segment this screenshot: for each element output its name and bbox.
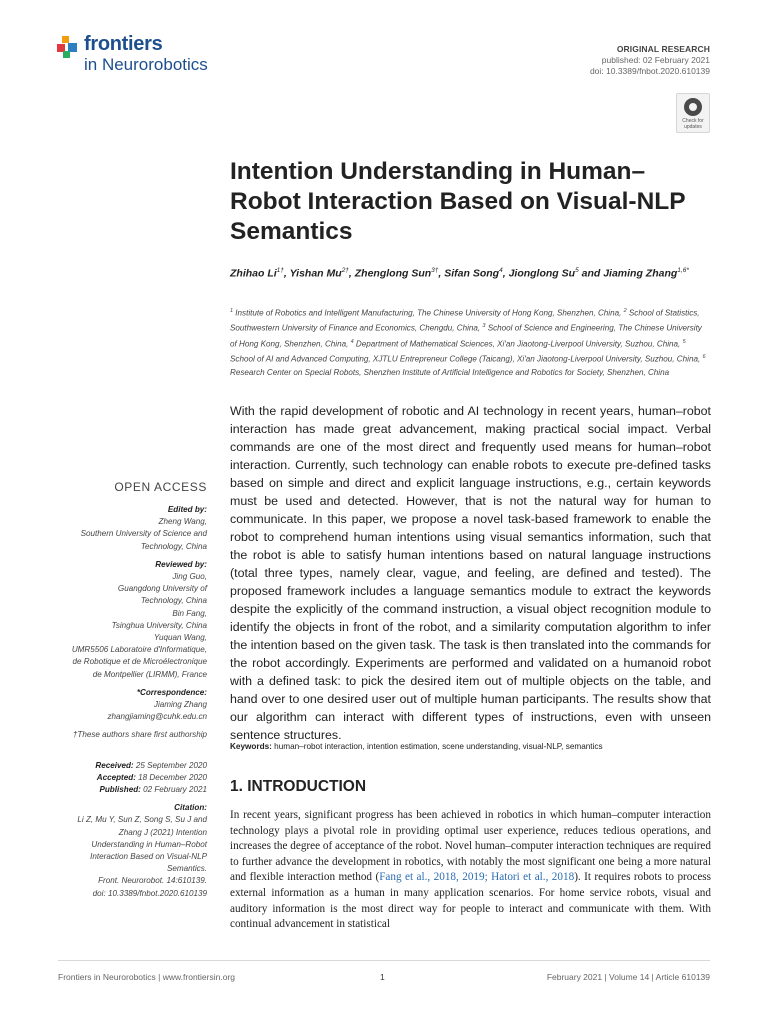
- published-date: published: 02 February 2021: [601, 55, 710, 65]
- author-affiliation-marker: 4: [499, 267, 503, 274]
- footer-divider: [58, 960, 710, 961]
- author-name[interactable]: Jiaming Zhang: [603, 267, 678, 280]
- keywords: [230, 741, 711, 752]
- author-name[interactable]: Yishan Mu: [289, 267, 342, 280]
- open-access-label: OPEN ACCESS: [114, 480, 207, 494]
- affiliation-text: Department of Mathematical Sciences, Xi'an Jiaotong-Liverpool University, Suzhou, China,: [353, 339, 683, 349]
- brand-name: frontiers: [84, 33, 163, 55]
- editor-info: Zheng Wang, Southern University of Science and Technology, China: [80, 517, 207, 551]
- keywords-label: Keywords:: [230, 742, 275, 751]
- affiliation-text: School of Science and Engineering, The Chinese University of Hong Kong, Shenzhen, China,: [230, 324, 702, 349]
- published-date-sidebar: Published: 02 February 2021: [99, 785, 207, 795]
- journal-name: in Neurorobotics: [84, 55, 208, 74]
- affiliation-text: Institute of Robotics and Intelligent Manufacturing, The Chinese University of Hong Kong, Shenzhen, China,: [233, 308, 624, 318]
- author-affiliation-marker: 1†: [276, 267, 284, 274]
- affiliation-marker: 6: [702, 354, 706, 361]
- article-sidebar: [55, 480, 207, 900]
- received-date: Received: 25 September 2020: [95, 760, 207, 770]
- author-affiliation-marker: 1,6*: [677, 267, 689, 274]
- footer-journal-link[interactable]: Frontiers in Neurorobotics | www.frontiersin.org: [58, 972, 235, 982]
- equal-contribution-note: †These authors share first authorship: [72, 730, 207, 740]
- affiliation-marker: 3: [482, 323, 486, 330]
- affiliation-marker: 1: [230, 308, 234, 314]
- author-name[interactable]: Zhihao Li: [230, 267, 277, 280]
- page-number: 1: [380, 972, 385, 982]
- check-for-updates-badge[interactable]: [676, 93, 710, 133]
- section-heading-introduction: 1. INTRODUCTION: [230, 778, 367, 795]
- edited-by-label: Edited by:: [167, 505, 207, 514]
- footer-volume-info: February 2021 | Volume 14 | Article 610139: [546, 972, 710, 982]
- affiliation-text: School of AI and Advanced Computing, XJTLU Entrepreneur College (Taicang), Xi'an Jiaotong-Liverpool University, Suzhou, China,: [230, 355, 703, 365]
- article-title: Intention Understanding in Human–Robot Interaction Based on Visual-NLP Semantics: [230, 158, 686, 245]
- correspondence-label: *Correspondence:: [136, 687, 207, 697]
- doi-link[interactable]: doi: 10.3389/fnbot.2020.610139: [589, 66, 710, 76]
- keywords-text: human–robot interaction, intention estimation, scene understanding, visual-NLP, semantics: [274, 742, 603, 751]
- affiliations: [230, 305, 710, 380]
- correspondence-email[interactable]: zhangjiaming@cuhk.edu.cn: [107, 712, 207, 722]
- author-name[interactable]: Sifan Song: [444, 267, 500, 280]
- affiliation-marker: 5: [682, 338, 686, 345]
- article-type: ORIGINAL RESEARCH: [616, 44, 710, 54]
- reviewers-info: Jing Guo, Guangdong University of Technology, China Bin Fang, Tsinghua University, China Yuquan Wang, UMR5506 Laboratoire d'Informatique, de Robotique et de Microélectronique de Montpellier (LIRMM), France: [71, 572, 207, 679]
- author-list: Zhihao $Li^{1\dagger}$, Yishan $Mu^{2\dagger}$, Zhenglong Sun$^{3\dagger}$, Sifan Song$^4$, Jionglong Su$^5$ and Jiaming Zhang$^{1,6*}$: [230, 267, 689, 280]
- citation-link[interactable]: Fang et al., 2018, 2019; Hatori et al., 2018: [379, 871, 575, 884]
- author-affiliation-marker: 2†: [341, 267, 349, 274]
- journal-logo[interactable]: [56, 33, 236, 79]
- citation-info: Li Z, Mu Y, Sun Z, Song S, Su J and Zhang J (2021) Intention Understanding in Human–Robot Interaction Based on Visual-NLP Semantics. Front. Neurorobot. 14:610139. doi: 10.3389/fnbot.2020.610139: [77, 815, 207, 898]
- author-name[interactable]: Jionglong Su: [508, 267, 576, 280]
- article-meta: [590, 44, 710, 77]
- author-affiliation-marker: 3†: [431, 267, 439, 274]
- author-name[interactable]: Zhenglong Sun: [354, 267, 432, 280]
- citation-label: Citation:: [174, 803, 207, 813]
- introduction-text: In recent years, significant progress has been achieved in robotics in which human–computer interaction technology plays a pivotal role in providing optimal user experience, reduces tedious operations, and increases the degree of acceptance of the robot. Novel human–computer interaction techniques are required to further advance the development in robotics, with notably the most significant one being a more natural and flexible interaction method (Fang et al., 2018, 2019; Hatori et al., 2018). It requires robots to process external information as a human in many application scenarios. For home service robots, visual and auditory information is the most direct way for people to interact and communicate with them. With continual advancement in statistical: [230, 809, 711, 931]
- reviewed-by-label: Reviewed by:: [155, 559, 207, 569]
- frontiers-logo-icon: [56, 34, 80, 60]
- author-affiliation-marker: 5: [575, 267, 579, 274]
- correspondence-info: Jiaming Zhang zhangjiaming@cuhk.edu.cn: [55, 699, 207, 723]
- affiliation-text: School of Statistics, Southwestern University of Finance and Economics, Chengdu, China,: [230, 308, 700, 334]
- check-updates-icon: [684, 98, 702, 116]
- accepted-date: Accepted: 18 December 2020: [96, 772, 207, 782]
- affiliation-marker: 2: [623, 308, 627, 314]
- abstract: With the rapid development of robotic and AI technology in recent years, human–robot interaction has made great advancement, making practical social impact. Verbal commands are one of the most direct and frequently used means for human–robot interaction. Currently, such technology can enable robots to execute pre-defined tasks based on simple and direct and explicit language instructions, e.g., certain keywords must be used and detected. However, that is not the natural way for human to communicate. In this paper, we propose a novel task-based framework to enable the robot to comprehend human intentions using visual semantics information, such that the robot is able to satisfy human intentions based on natural language instructions (total three types, namely clear, vague, and feeling, are defined and tested). The proposed framework includes a language semantics module to extract the keywords despite the explicitly of the command instruction, a visual object recognition module to identify the objects in front of the robot, and a similarity computation algorithm to infer the intention based on the given task. The task is then translated into the commands for the robot accordingly. Experiments are performed and validated on a humanoid robot with a defined task: to pick the desired item out of multiple objects on the table, and hand over to one desired user out of multiple human participants. The results show that our algorithm can interact with different types of instructions, even with unseen sentence structures.: [230, 404, 711, 742]
- check-updates-label: Check for updates: [682, 118, 704, 130]
- affiliation-text: Research Center on Special Robots, Shenzhen Institute of Artificial Intelligence and Robotics for Society, Shenzhen, China: [230, 367, 670, 377]
- affiliation-marker: 4: [350, 338, 354, 345]
